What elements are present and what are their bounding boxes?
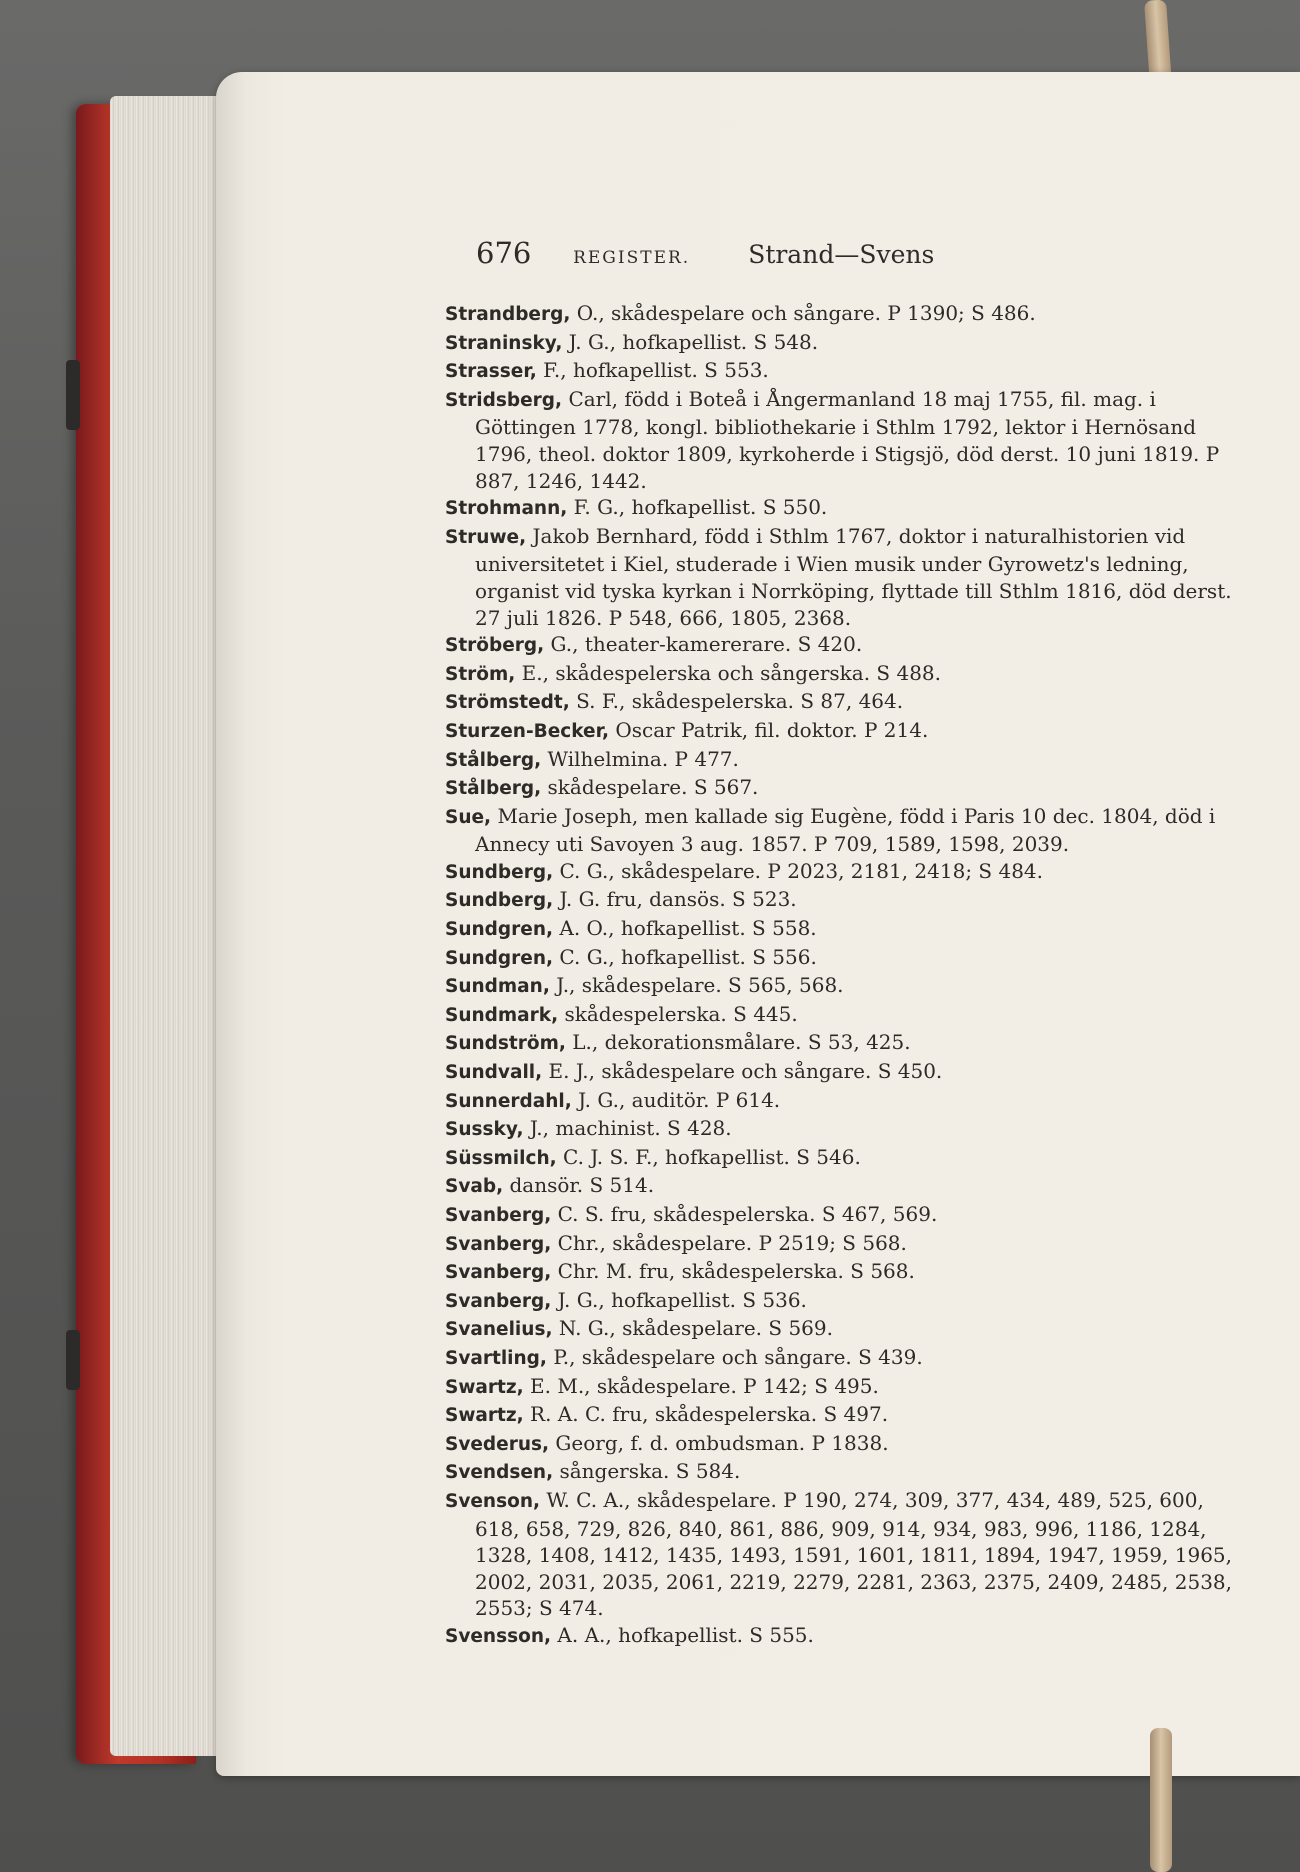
page-range-title: Strand—Svens bbox=[748, 240, 935, 269]
entry-text: Jakob Bernhard, född i Sthlm 1767, doktor i naturalhistorien vid universitetet i Kiel, studerade i Wien musik under Gyrowetz's ledning, organist vid tyska kyrkan i Norrköping, flyttade till Sthlm 1816, död derst. 27 juli 1826. P 548, 666, 1805, 2368. bbox=[475, 523, 1232, 630]
register-entry bbox=[445, 494, 1235, 523]
register-entry bbox=[445, 944, 1235, 973]
entry-name: Sue, bbox=[445, 806, 492, 828]
entry-text: Marie Joseph, men kallade sig Eugène, född i Paris 10 dec. 1804, död i Annecy uti Savoyen 3 aug. 1857. P 709, 1589, 1598, 2039. bbox=[475, 803, 1216, 857]
register-entry bbox=[445, 972, 1235, 1001]
entry-text: C. G., skådespelare. P 2023, 2181, 2418; S 484. bbox=[559, 858, 1043, 883]
register-entry bbox=[445, 1172, 1235, 1201]
entry-text: C. S. fru, skådespelerska. S 467, 569. bbox=[557, 1202, 938, 1226]
entry-name: Strohmann, bbox=[445, 498, 568, 520]
entry-name: Svendsen, bbox=[445, 1462, 554, 1484]
entry-name: Svanelius, bbox=[445, 1319, 553, 1341]
entry-text: sångerska. S 584. bbox=[559, 1459, 741, 1484]
entry-name: Ströberg, bbox=[445, 635, 545, 657]
entry-name: Stålberg, bbox=[445, 749, 542, 771]
entry-text: J. G., auditör. P 614. bbox=[578, 1087, 781, 1112]
register-entry bbox=[445, 1287, 1235, 1316]
register-entry bbox=[445, 774, 1235, 803]
register-entry bbox=[445, 357, 1235, 386]
register-entry bbox=[445, 329, 1235, 358]
entry-text: J. G. fru, dansös. S 523. bbox=[559, 887, 797, 912]
entry-name: Svartling, bbox=[445, 1347, 547, 1369]
entry-name: Svensson, bbox=[445, 1625, 552, 1647]
entry-name: Stålberg, bbox=[445, 778, 542, 800]
register-entry bbox=[445, 886, 1235, 915]
entry-name: Sundberg, bbox=[445, 861, 554, 883]
register-entry bbox=[445, 1401, 1235, 1430]
entry-name: Ström, bbox=[445, 663, 516, 685]
register-entry bbox=[445, 523, 1235, 631]
entry-text: A. A., hofkapellist. S 555. bbox=[557, 1622, 814, 1647]
entry-name: Swartz, bbox=[445, 1376, 524, 1398]
entry-text: J. G., hofkapellist. S 536. bbox=[557, 1287, 807, 1312]
entry-name: Sussky, bbox=[445, 1119, 524, 1141]
register-entry bbox=[445, 746, 1235, 775]
register-entry bbox=[445, 1487, 1235, 1622]
register-entry bbox=[445, 1144, 1235, 1173]
entry-text: O., skådespelare och sångare. P 1390; S 486. bbox=[576, 301, 1036, 325]
entry-text: A. O., hofkapellist. S 558. bbox=[559, 916, 817, 941]
entry-text: E. J., skådespelare och sångare. S 450. bbox=[548, 1059, 943, 1084]
register-entry bbox=[445, 386, 1235, 494]
register-entry bbox=[445, 1373, 1235, 1402]
entry-name: Swartz, bbox=[445, 1405, 524, 1427]
entry-name: Svanberg, bbox=[445, 1290, 552, 1312]
register-entry bbox=[445, 1001, 1235, 1030]
register-entries bbox=[445, 300, 1235, 1651]
register-entry bbox=[445, 1087, 1235, 1116]
entry-text: Chr., skådespelare. P 2519; S 568. bbox=[557, 1230, 907, 1255]
entry-name: Strasser, bbox=[445, 361, 537, 383]
register-entry bbox=[445, 660, 1235, 689]
entry-text: J. G., hofkapellist. S 548. bbox=[568, 329, 819, 354]
page-header bbox=[476, 236, 1176, 276]
register-entry bbox=[445, 688, 1235, 717]
entry-text: Wilhelmina. P 477. bbox=[547, 746, 739, 771]
entry-text: F., hofkapellist. S 553. bbox=[543, 358, 769, 383]
cover-clasp-top bbox=[66, 360, 80, 430]
entry-text: dansör. S 514. bbox=[509, 1173, 655, 1198]
entry-name: Straninsky, bbox=[445, 332, 563, 354]
register-entry bbox=[445, 858, 1235, 887]
entry-name: Sunnerdahl, bbox=[445, 1090, 572, 1112]
register-entry bbox=[445, 300, 1235, 329]
register-entry bbox=[445, 1430, 1235, 1459]
entry-text: N. G., skådespelare. S 569. bbox=[558, 1316, 833, 1341]
register-entry bbox=[445, 1258, 1235, 1287]
entry-name: Struwe, bbox=[445, 526, 527, 548]
entry-name: Sundman, bbox=[445, 976, 550, 998]
register-entry bbox=[445, 1344, 1235, 1373]
entry-name: Sturzen-Becker, bbox=[445, 720, 610, 742]
entry-name: Svanberg, bbox=[445, 1233, 552, 1255]
entry-name: Süssmilch, bbox=[445, 1147, 557, 1169]
entry-name: Svenson, bbox=[445, 1490, 541, 1512]
register-entry bbox=[445, 1115, 1235, 1144]
section-title: REGISTER. bbox=[573, 248, 691, 268]
entry-text: C. G., hofkapellist. S 556. bbox=[559, 944, 817, 969]
register-entry bbox=[445, 717, 1235, 746]
entry-text: S. F., skådespelerska. S 87, 464. bbox=[576, 689, 904, 714]
register-entry bbox=[445, 1230, 1235, 1259]
register-entry bbox=[445, 1058, 1235, 1087]
entry-name: Sundgren, bbox=[445, 919, 554, 941]
entry-text: P., skådespelare och sångare. S 439. bbox=[553, 1344, 923, 1369]
entry-text: E., skådespelerska och sångerska. S 488. bbox=[521, 660, 942, 685]
entry-text: C. J. S. F., hofkapellist. S 546. bbox=[563, 1144, 861, 1169]
entry-name: Svanberg, bbox=[445, 1262, 552, 1284]
register-entry bbox=[445, 631, 1235, 660]
entry-text: E. M., skådespelare. P 142; S 495. bbox=[530, 1373, 879, 1398]
cover-clasp-bottom bbox=[66, 1330, 80, 1390]
register-entry bbox=[445, 803, 1235, 858]
entry-name: Sundström, bbox=[445, 1033, 566, 1055]
entry-text: J., skådespelare. S 565, 568. bbox=[556, 973, 844, 998]
entry-text: J., machinist. S 428. bbox=[529, 1116, 732, 1141]
entry-name: Sundmark, bbox=[445, 1004, 559, 1026]
register-entry bbox=[445, 1315, 1235, 1344]
entry-text: F. G., hofkapellist. S 550. bbox=[573, 495, 828, 520]
entry-text: Oscar Patrik, fil. doktor. P 214. bbox=[615, 717, 929, 742]
entry-text: Carl, född i Boteå i Ångermanland 18 maj 1755, fil. mag. i Göttingen 1778, kongl. bibliothekarie i Sthlm 1792, lektor i Hernösand 1796, theol. doktor 1809, kyrkoherde i Stigsjö, död derst. 10 juni 1819. P 887, 1246, 1442. bbox=[475, 386, 1220, 493]
entry-name: Sundgren, bbox=[445, 947, 554, 969]
register-entry bbox=[445, 1458, 1235, 1487]
entry-name: Svederus, bbox=[445, 1433, 550, 1455]
page-number: 676 bbox=[476, 236, 532, 270]
entry-name: Sundvall, bbox=[445, 1062, 543, 1084]
register-entry bbox=[445, 915, 1235, 944]
entry-name: Strömstedt, bbox=[445, 692, 570, 714]
entry-text: skådespelerska. S 445. bbox=[564, 1001, 798, 1026]
entry-text: skådespelare. S 567. bbox=[547, 775, 759, 800]
entry-text: W. C. A., skådespelare. P 190, 274, 309, 377, 434, 489, 525, 600, 618, 658, 729, 826, 840, 861, 886, 909, 914, 934, 983, 996, 1186, 1284, 1328, 1408, 1412, 1435, 1493, 1591, 1601, 1811, 1894, 1947, 1959, 1965, 2002, 2031, 2035, 2061, 2219, 2279, 2281, 2363, 2375, 2409, 2485, 2538, 2553; S 474. bbox=[475, 1487, 1233, 1621]
entry-name: Stridsberg, bbox=[445, 389, 563, 411]
entry-text: Georg, f. d. ombudsman. P 1838. bbox=[555, 1430, 889, 1455]
entry-name: Strandberg, bbox=[445, 304, 571, 325]
entry-name: Svab, bbox=[445, 1176, 504, 1198]
entry-text: L., dekorationsmålare. S 53, 425. bbox=[572, 1030, 911, 1055]
entry-text: G., theater-kamererare. S 420. bbox=[550, 632, 863, 657]
register-entry bbox=[445, 1201, 1235, 1230]
bookmark-ribbon-bottom bbox=[1150, 1728, 1172, 1872]
entry-name: Sundberg, bbox=[445, 890, 554, 912]
register-entry bbox=[445, 1622, 1235, 1651]
register-entry bbox=[445, 1029, 1235, 1058]
entry-text: R. A. C. fru, skådespelerska. S 497. bbox=[530, 1402, 889, 1427]
entry-text: Chr. M. fru, skådespelerska. S 568. bbox=[557, 1259, 915, 1284]
entry-name: Svanberg, bbox=[445, 1205, 552, 1226]
